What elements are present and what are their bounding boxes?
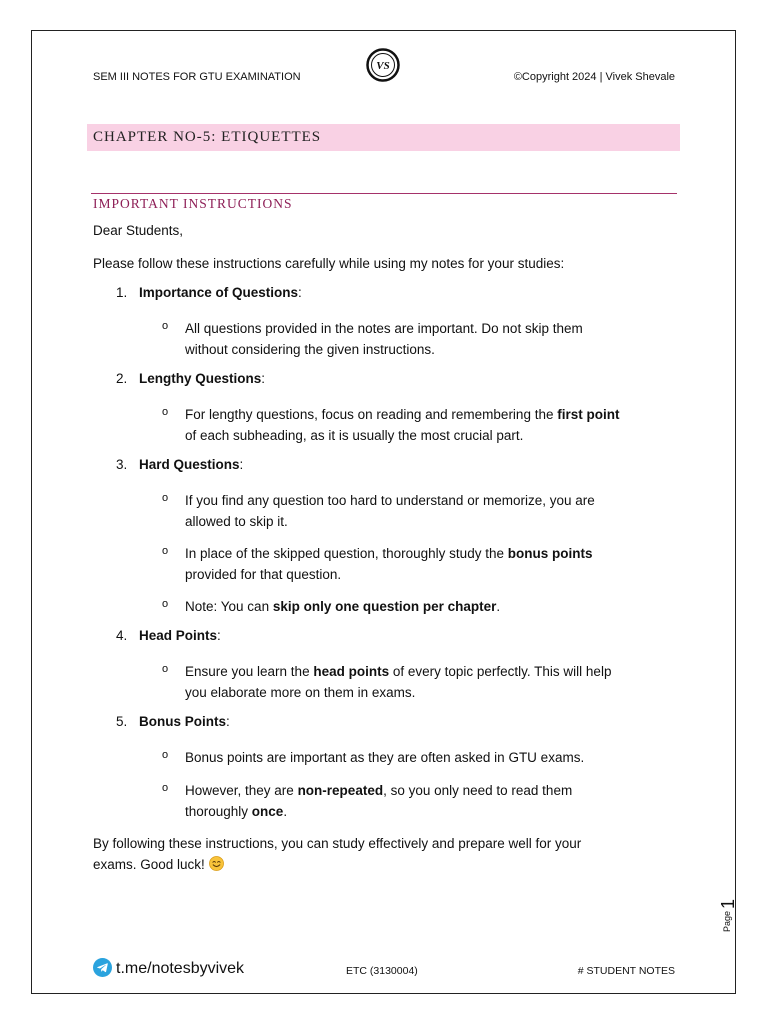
- bullet-marker: o: [162, 492, 169, 504]
- header-right-text: ©Copyright 2024 | Vivek Shevale: [513, 71, 675, 83]
- logo-text: VS: [376, 60, 390, 72]
- item-number: 1.: [116, 285, 128, 300]
- bullet-marker: o: [162, 663, 169, 675]
- bullet-text: Ensure you learn the head points of every topic perfectly. This will help you elaborate more on them in exams.: [185, 664, 612, 700]
- page-number-value: 1: [718, 898, 738, 909]
- item-number: 5.: [116, 714, 128, 729]
- item-number: 4.: [116, 628, 128, 643]
- bullet-marker: o: [162, 320, 169, 332]
- item-heading: Lengthy Questions:: [139, 371, 266, 386]
- bullet-marker: o: [162, 782, 169, 794]
- item-heading: Bonus Points:: [139, 714, 230, 729]
- bullet-text: If you find any question too hard to understand or memorize, you are allowed to skip it.: [185, 493, 595, 529]
- closing-text: By following these instructions, you can study effectively and prepare well for your exams. Good luck!: [93, 836, 582, 872]
- item-heading: Importance of Questions:: [139, 285, 302, 300]
- vs-logo: [366, 48, 400, 82]
- course-code: ETC (3130004): [346, 965, 418, 977]
- bullet-marker: o: [162, 406, 169, 418]
- item-number: 2.: [116, 371, 128, 386]
- item-heading: Hard Questions:: [139, 457, 244, 472]
- greeting: Dear Students,: [93, 223, 184, 238]
- bullet-marker: o: [162, 749, 169, 761]
- section-rule: [91, 193, 677, 194]
- item-heading: Head Points:: [139, 628, 221, 643]
- bullet-text: However, they are non-repeated, so you only need to read them thoroughly once.: [185, 783, 573, 819]
- page-label-text: Page: [722, 910, 732, 932]
- bullet-marker: o: [162, 545, 169, 557]
- section-title: IMPORTANT INSTRUCTIONS: [93, 196, 293, 211]
- bullet-text: All questions provided in the notes are important. Do not skip them without considering the given instructions.: [185, 321, 583, 357]
- bullet-text: Bonus points are important as they are often asked in GTU exams.: [185, 750, 585, 765]
- header-left-text: SEM III NOTES FOR GTU EXAMINATION: [93, 71, 301, 83]
- chapter-title: CHAPTER NO-5: ETIQUETTES: [87, 124, 680, 151]
- telegram-link[interactable]: t.me/notesbyvivek: [116, 960, 245, 977]
- student-notes-tag: # STUDENT NOTES: [577, 965, 675, 977]
- telegram-icon[interactable]: [93, 958, 112, 977]
- smiley-icon: [209, 856, 224, 871]
- item-number: 3.: [116, 457, 128, 472]
- page-number: [718, 895, 738, 935]
- bullet-text: Note: You can skip only one question per chapter.: [185, 599, 501, 614]
- bullet-text: In place of the skipped question, thoroughly study the bonus points provided for that question.: [185, 546, 593, 582]
- bullet-text: For lengthy questions, focus on reading and remembering the first point of each subheading, as it is usually the most crucial part.: [185, 407, 620, 443]
- intro-text: Please follow these instructions carefully while using my notes for your studies:: [93, 256, 565, 271]
- bullet-marker: o: [162, 598, 169, 610]
